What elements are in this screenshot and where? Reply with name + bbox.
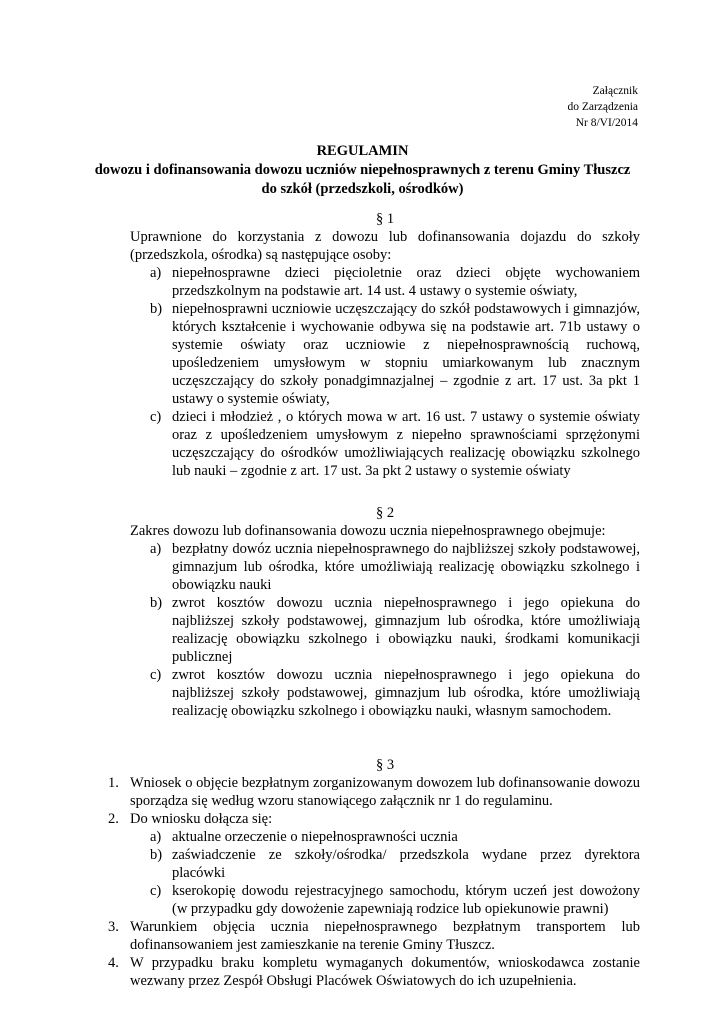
list-item [130,264,640,300]
section-2-intro: Zakres dowozu lub dofinansowania dowozu ucznia niepełnosprawnego obejmuje: [130,523,606,539]
list-item-text: kserokopię dowodu rejestracyjnego samochodu, którym uczeń jest dowożony (w przypadku gdy dowożenie zapewniają rodzice lub opiekunowie prawni) [172,883,640,917]
list-marker: 4. [108,955,119,971]
document-title [80,142,645,199]
section-2-heading: § 2 [375,505,395,521]
list-marker: 1. [108,775,119,791]
list-marker: b) [150,301,163,317]
list-item-text: Wniosek o objęcie bezpłatnym zorganizowanym dowozem lub dofinansowanie dowozu sporządza się według wzoru stanowiącego załącznik nr 1 do regulaminu. [130,775,640,809]
list-item-text: zwrot kosztów dowozu ucznia niepełnosprawnego i jego opiekuna do najbliższej szkoły podstawowej, gimnazjum lub ośrodka, które umożliwiają realizację obowiązku szkolnego i obowiązku nauki, środkami komunikacji publicznej [172,595,640,665]
list-item-text: bezpłatny dowóz ucznia niepełnosprawnego do najbliższej szkoły podstawowej, gimnazjum lub ośrodka, które umożliwiają realizację obowiązku szkolnego i obowiązku nauki [172,541,640,593]
list-marker: a) [150,265,162,281]
numbered-item-4 [108,954,640,990]
list-marker: a) [150,829,162,845]
annex-line-2: do Zarządzenia [567,101,638,113]
list-item-text: Do wniosku dołącza się: [130,811,273,827]
list-item [130,882,640,918]
list-item [130,300,640,408]
title-subtitle-line-1: dowozu i dofinansowania dowozu uczniów niepełnosprawnych z terenu Gminy Tłuszcz [94,162,631,178]
list-item [130,828,640,846]
list-item [130,666,640,720]
section-3-list [108,774,640,990]
list-item-text: niepełnosprawni uczniowie uczęszczający do szkół podstawowych i gimnazjów, których kształcenie i wychowanie odbywa się na podstawie art. 71b ustawy o systemie oświaty oraz uczniowie z niepełnosprawnością ruchową, upośledzeniem umysłowym w stopniu umiarkowanym lub znacznym uczęszczający do szkoły ponadgimnazjalnej – zgodnie z art. 17 ust. 3a pkt 1 ustawy o systemie oświaty, [172,301,640,407]
annex-line-3: Nr 8/VI/2014 [575,117,638,129]
spacer [130,720,640,756]
list-item-text: aktualne orzeczenie o niepełnosprawności ucznia [172,829,458,845]
section-2-list [130,540,640,720]
title-main: REGULAMIN [316,143,409,159]
list-item [130,540,640,594]
attachments-list [130,828,640,918]
list-item-text: dzieci i młodzież , o których mowa w art. 16 ust. 7 ustawy o systemie oświaty oraz z upośledzeniem umysłowym z niepełno sprawnościami sprzężonymi uczęszczający do ośrodków umożliwiających realizację obowiązku szkolnego lub nauki – zgodnie z art. 17 ust. 3a pkt 2 ustawy o systemie oświaty [172,409,640,479]
list-item [130,594,640,666]
list-marker: c) [150,883,162,899]
list-marker: b) [150,847,163,863]
section-1-intro: Uprawnione do korzystania z dowozu lub dofinansowania dojazdu do szkoły (przedszkola, ośrodka) są następujące osoby: [130,229,640,263]
list-item [130,846,640,882]
title-subtitle-line-2: do szkół (przedszkoli, ośrodków) [261,181,464,197]
list-item-text: niepełnosprawne dzieci pięcioletnie oraz dzieci objęte wychowaniem przedszkolnym na podstawie art. 14 ust. 4 ustawy o systemie oświaty, [172,265,640,299]
list-marker: 2. [108,811,119,827]
list-item-text: Warunkiem objęcia ucznia niepełnosprawnego bezpłatnym transportem lub dofinansowaniem jest zamieszkanie na terenie Gminy Tłuszcz. [130,919,640,953]
numbered-item-1 [108,774,640,810]
list-marker: c) [150,667,162,683]
list-marker: 3. [108,919,119,935]
numbered-item-2 [108,810,640,918]
document-body [108,210,640,990]
annex-line-1: Załącznik [592,85,638,97]
list-item [130,408,640,480]
section-1-list [130,264,640,480]
list-marker: c) [150,409,162,425]
numbered-item-3 [108,918,640,954]
spacer [130,480,640,504]
list-item-text: zaświadczenie ze szkoły/ośrodka/ przedszkola wydane przez dyrektora placówki [172,847,640,881]
list-marker: b) [150,595,163,611]
list-item-text: zwrot kosztów dowozu ucznia niepełnosprawnego i jego opiekuna do najbliższej szkoły podstawowej, gimnazjum lub ośrodka, które umożliwiają realizację obowiązku szkolnego i obowiązku nauki, własnym samochodem. [172,667,640,719]
annex-reference [567,83,638,131]
list-item-text: W przypadku braku kompletu wymaganych dokumentów, wnioskodawca zostanie wezwany przez Zespół Obsługi Placówek Oświatowych do ich uzupełnienia. [130,955,640,989]
section-1-heading: § 1 [375,211,395,227]
list-marker: a) [150,541,162,557]
section-3-heading: § 3 [375,757,395,773]
